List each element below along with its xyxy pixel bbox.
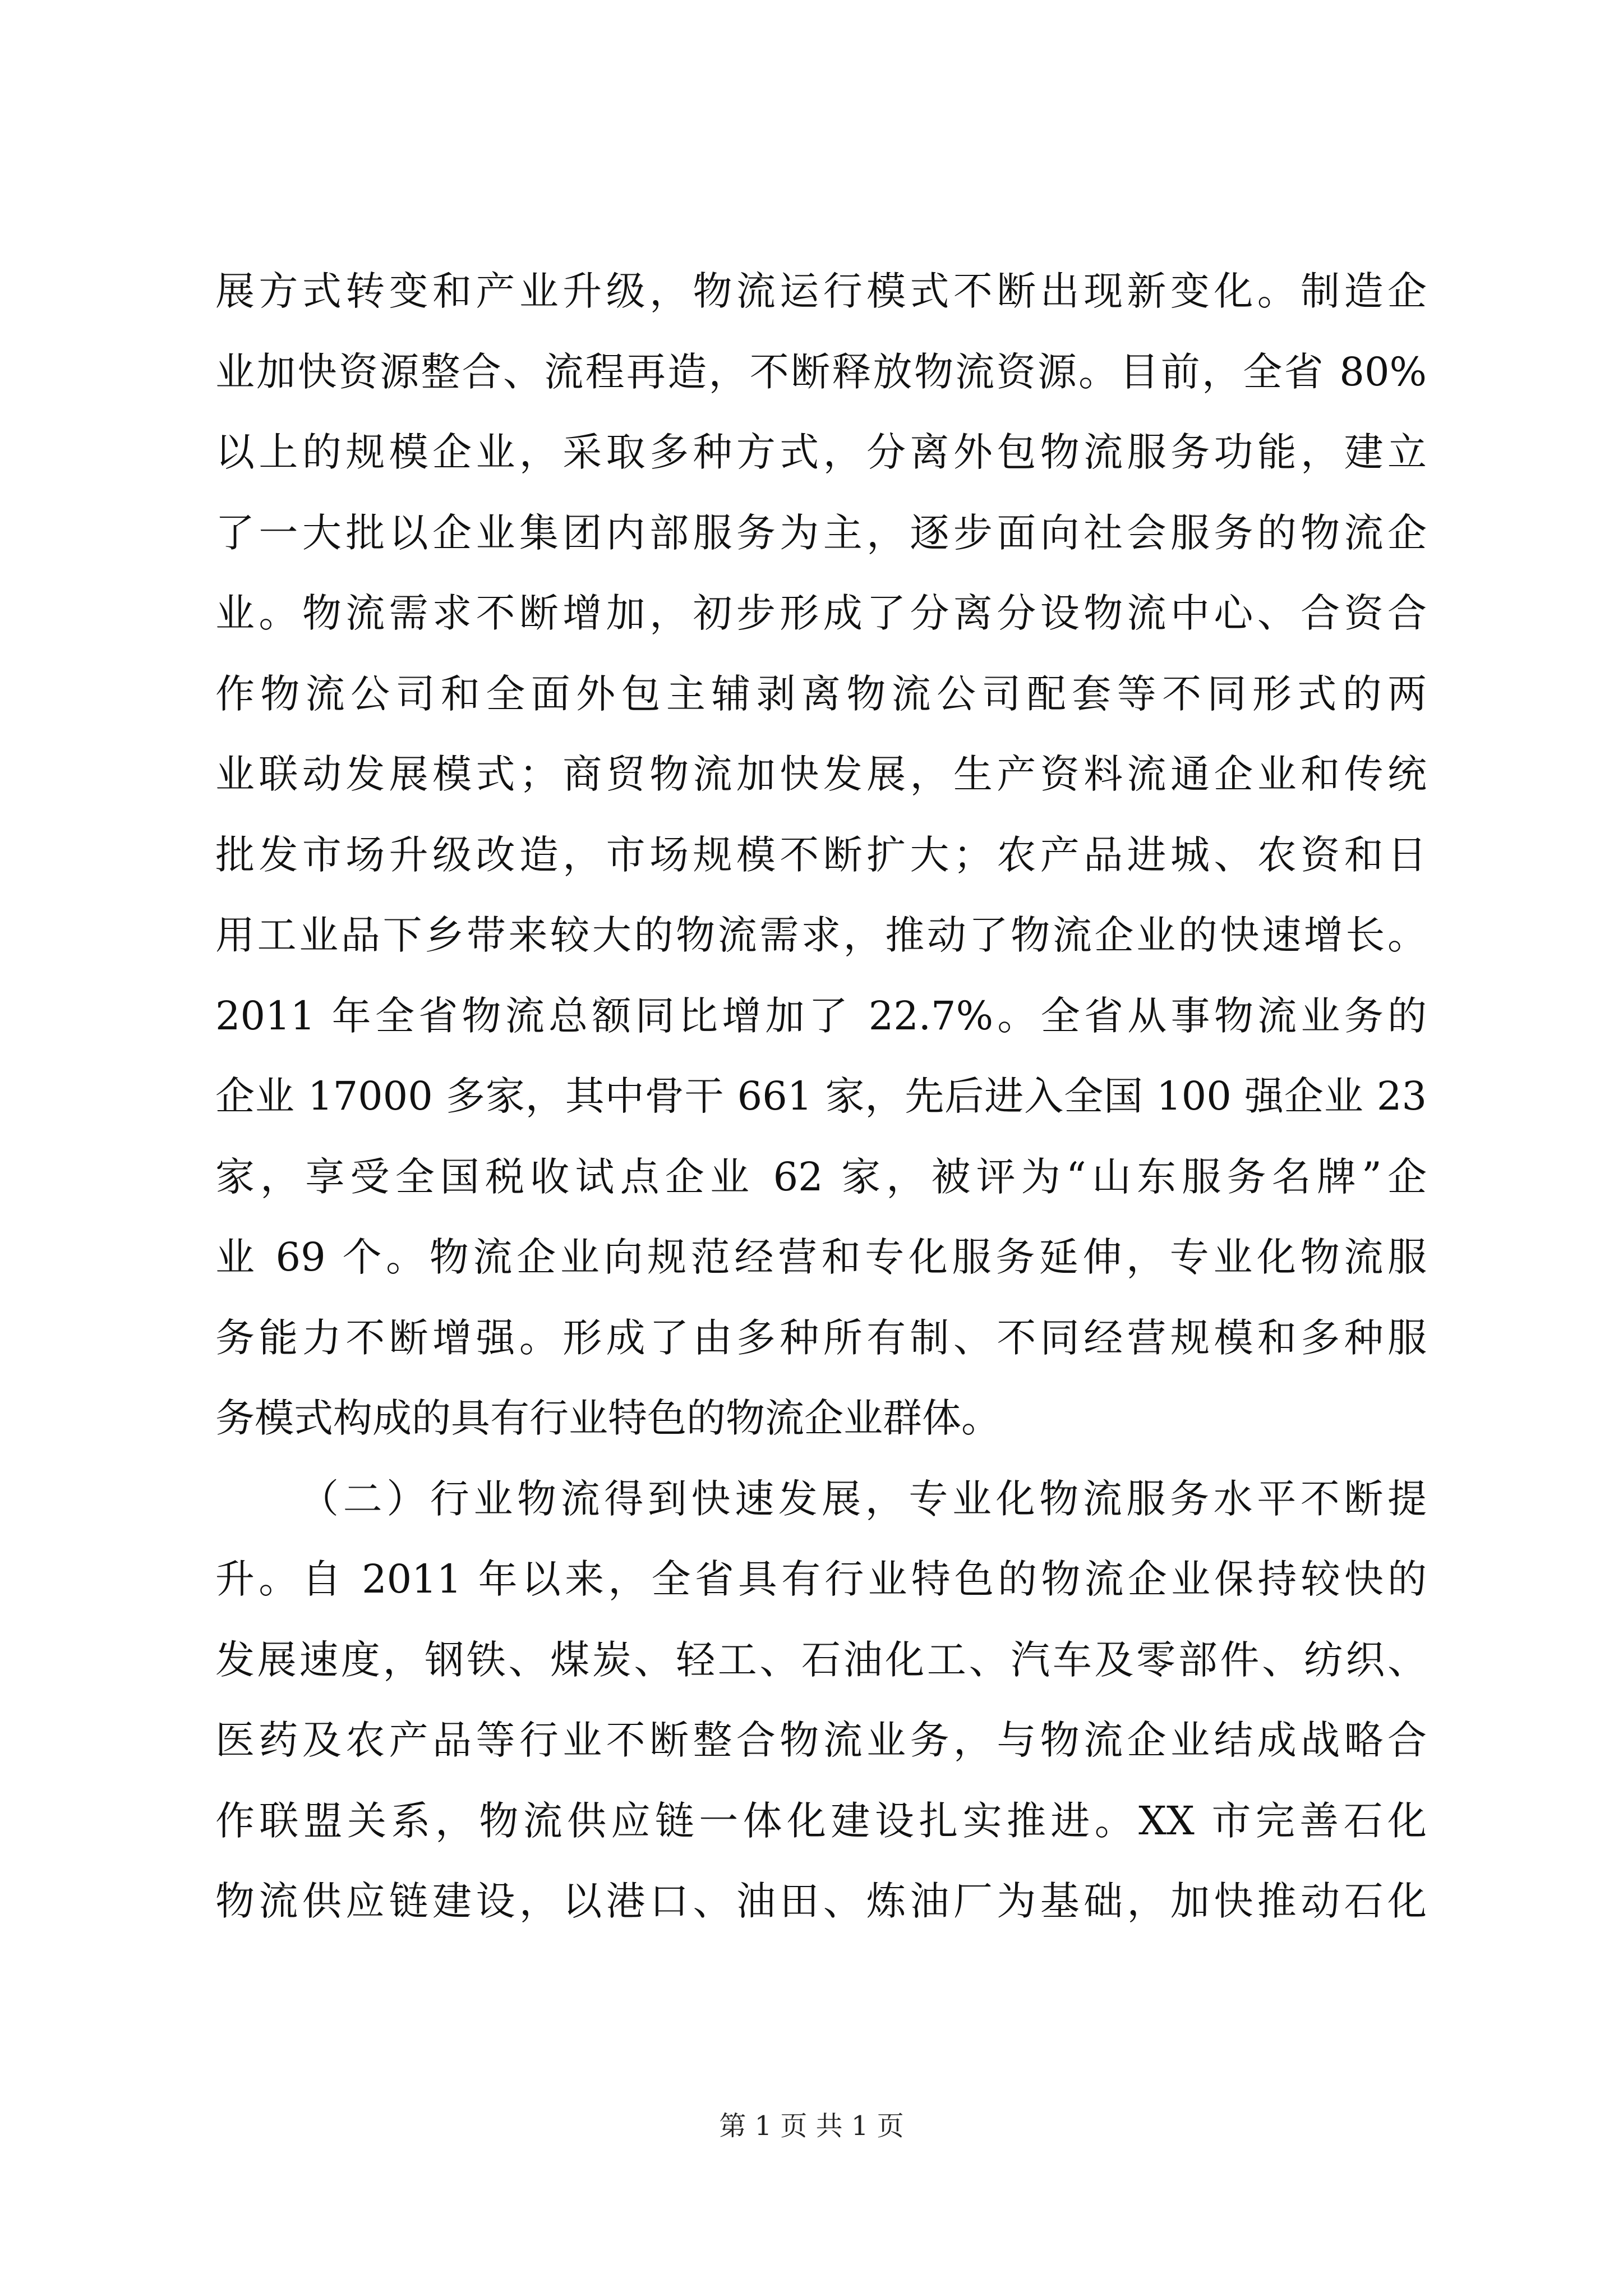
document-body	[215, 251, 1427, 1942]
paragraph-2	[215, 1459, 1427, 1942]
text-line: 用工业品下乡带来较大的物流需求，推动了物流企业的快速增长。	[215, 912, 1427, 958]
text-line: 物流供应链建设，以港口、油田、炼油厂为基础，加快推动石化	[215, 1878, 1427, 1924]
text-line: 作联盟关系，物流供应链一体化建设扎实推进。XX 市完善石化	[215, 1797, 1427, 1844]
text-line: 了一大批以企业集团内部服务为主，逐步面向社会服务的物流企	[215, 509, 1427, 556]
text-line: 发展速度，钢铁、煤炭、轻工、石油化工、汽车及零部件、纺织、	[215, 1636, 1427, 1683]
text-line: 以上的规模企业，采取多种方式，分离外包物流服务功能，建立	[215, 429, 1427, 475]
text-line: （二）行业物流得到快速发展，专业化物流服务水平不断提	[299, 1475, 1427, 1522]
text-line: 批发市场升级改造，市场规模不断扩大；农产品进城、农资和日	[215, 831, 1427, 878]
text-line: 务能力不断增强。形成了由多种所有制、不同经营规模和多种服	[215, 1314, 1427, 1361]
text-line: 家，享受全国税收试点企业 62 家，被评为“山东服务名牌”企	[215, 1153, 1427, 1200]
text-line: 业 69 个。物流企业向规范经营和专化服务延伸，专业化物流服	[215, 1234, 1427, 1280]
text-line: 业联动发展模式；商贸物流加快发展，生产资料流通企业和传统	[215, 751, 1427, 797]
text-line: 企业 17000 多家，其中骨干 661 家，先后进入全国 100 强企业 23	[215, 1073, 1427, 1119]
page-number-footer: 第 1 页 共 1 页	[719, 2110, 904, 2142]
text-line: 2011 年全省物流总额同比增加了 22.7%。全省从事物流业务的	[215, 992, 1427, 1039]
text-line: 务模式构成的具有行业特色的物流企业群体。	[215, 1395, 1000, 1441]
text-line: 升。自 2011 年以来，全省具有行业特色的物流企业保持较快的	[215, 1556, 1427, 1602]
text-line: 业加快资源整合、流程再造，不断释放物流资源。目前，全省 80%	[215, 348, 1427, 395]
paragraph-1	[215, 251, 1427, 1459]
text-line: 展方式转变和产业升级，物流运行模式不断出现新变化。制造企	[215, 268, 1427, 314]
text-line: 医药及农产品等行业不断整合物流业务，与物流企业结成战略合	[215, 1717, 1427, 1763]
text-line: 作物流公司和全面外包主辅剥离物流公司配套等不同形式的两	[215, 670, 1427, 717]
text-line: 业。物流需求不断增加，初步形成了分离分设物流中心、合资合	[215, 590, 1427, 636]
